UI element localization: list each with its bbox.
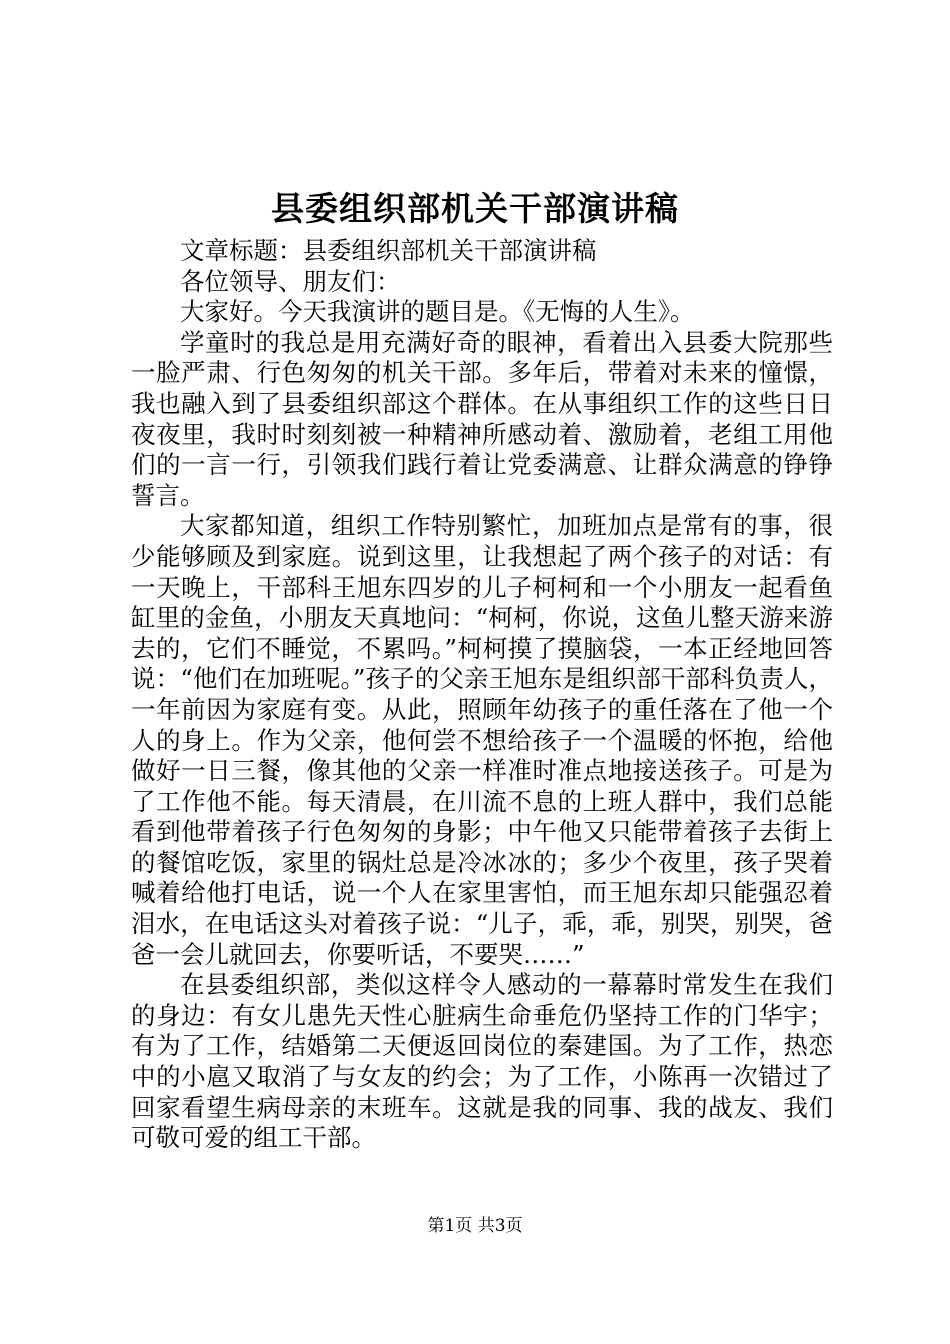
body-paragraph-3: 在县委组织部，类似这样令人感动的一幕幕时常发生在我们的身边：有女儿患先天性心脏病生命垂危仍坚持工作的门华宇；有为了工作，结婚第二天便返回岗位的秦建国。为了工作，热恋中的小扈又取消了与女友的约会；为了工作，小陈再一次错过了回家看望生病母亲的末班车。这就是我的同事、我的战友、我们可敬可爱的组工干部。 <box>131 970 833 1153</box>
page-number-footer: 第1页 共3页 <box>427 1216 523 1236</box>
document-body <box>131 236 833 1154</box>
greeting-paragraph: 大家好。今天我演讲的题目是。《无悔的人生》。 <box>180 297 695 327</box>
salutation: 各位领导、朋友们： <box>180 266 401 296</box>
document-title: 县委组织部机关干部演讲稿 <box>271 189 679 228</box>
body-paragraph-1: 学童时的我总是用充满好奇的眼神，看着出入县委大院那些一脸严肃、行色匆匆的机关干部。多年后，带着对未来的憧憬，我也融入到了县委组织部这个群体。在从事组织工作的这些日日夜夜里，我时时刻刻被一种精神所感动着、激励着，老组工用他们的一言一行，引领我们践行着让党委满意、让群众满意的铮铮誓言。 <box>131 327 833 510</box>
article-title-line: 文章标题：县委组织部机关干部演讲稿 <box>180 236 597 265</box>
body-paragraph-2: 大家都知道，组织工作特别繁忙，加班加点是常有的事，很少能够顾及到家庭。说到这里，让我想起了两个孩子的对话：有一天晚上，干部科王旭东四岁的儿子柯柯和一个小朋友一起看鱼缸里的金鱼，小朋友天真地问：“柯柯，你说，这鱼儿整天游来游去的，它们不睡觉，不累吗。”柯柯摸了摸脑袋，一本正经地回答说：“他们在加班呢。”孩子的父亲王旭东是组织部干部科负责人，一年前因为家庭有变。从此，照顾年幼孩子的重任落在了他一个人的身上。作为父亲，他何尝不想给孩子一个温暖的怀抱，给他做好一日三餐，像其他的父亲一样准时准点地接送孩子。可是为了工作他不能。每天清晨，在川流不息的上班人群中，我们总能看到他带着孩子行色匆匆的身影；中午他又只能带着孩子去街上的餐馆吃饭，家里的锅灶总是冷冰冰的；多少个夜里，孩子哭着喊着给他打电话，说一个人在家里害怕，而王旭东却只能强忍着泪水，在电话这头对着孩子说：“儿子，乖，乖，别哭，别哭，爸爸一会儿就回去，你要听话，不要哭……” <box>131 511 833 969</box>
